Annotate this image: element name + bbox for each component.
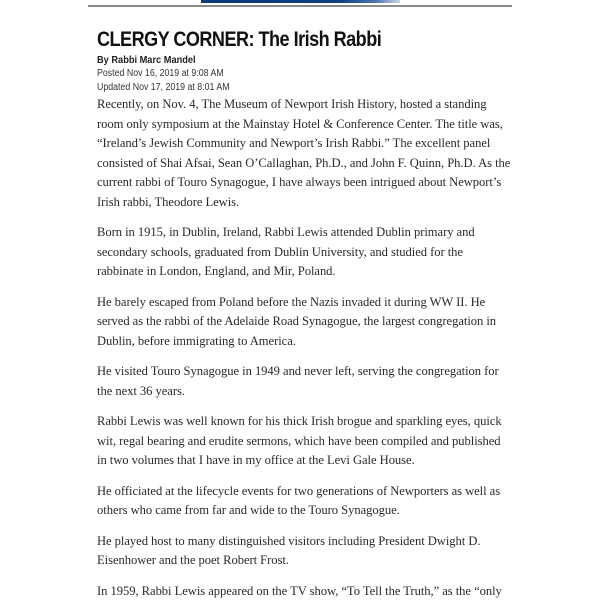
- article-paragraph: In 1959, Rabbi Lewis appeared on the TV show, “To Tell the Truth,” as the “only: [97, 583, 502, 598]
- article-paragraph: He officiated at the lifecycle events for two generations of Newporters as well as others who came from far and wide to the Touro Synagogue.: [97, 483, 501, 517]
- masthead-banner-image[interactable]: [201, 0, 400, 3]
- article-paragraph: Recently, on Nov. 4, The Museum of Newport Irish History, hosted a standing room only symposium at the Mainstay Hotel & Conference Center. The title was, “Ireland’s Jewish Community and Newport’s Irish Rabbi.” The excellent panel consisted of Shai Afsai, Sean O’Callaghan, Ph.D., and John F. Quinn, Ph.D. As the current rabbi of Touro Synagogue, I have always been intrigued about Newport’s Irish rabbi, Theodore Lewis.: [97, 97, 511, 209]
- posted-timestamp: Posted Nov 16, 2019 at 9:08 AM: [97, 68, 224, 79]
- article-paragraph: He visited Touro Synagogue in 1949 and never left, serving the congregation for the next 36 years.: [97, 364, 499, 398]
- article: [97, 27, 512, 600]
- article-paragraph: He played host to many distinguished visitors including President Dwight D. Eisenhower and the poet Robert Frost.: [97, 533, 481, 567]
- article-headline: CLERGY CORNER: The Irish Rabbi: [97, 28, 382, 51]
- article-paragraph: Rabbi Lewis was well known for his thick Irish brogue and sparkling eyes, quick wit, regal bearing and erudite sermons, which have been compiled and published in two volumes that I have in my office at the Levi Gale House.: [97, 414, 502, 467]
- article-body: [97, 95, 512, 600]
- article-paragraph: Born in 1915, in Dublin, Ireland, Rabbi Lewis attended Dublin primary and secondary schools, graduated from Dublin University, and studied for the rabbinate in London, England, and Mir, Poland.: [97, 225, 475, 278]
- updated-timestamp: Updated Nov 17, 2019 at 8:01 AM: [97, 82, 230, 93]
- article-paragraph: He barely escaped from Poland before the Nazis invaded it during WW II. He served as the rabbi of the Adelaide Road Synagogue, the largest congregation in Dublin, before immigrating to America.: [97, 294, 497, 348]
- article-byline: By Rabbi Marc Mandel: [97, 54, 196, 66]
- header-divider: [88, 5, 512, 7]
